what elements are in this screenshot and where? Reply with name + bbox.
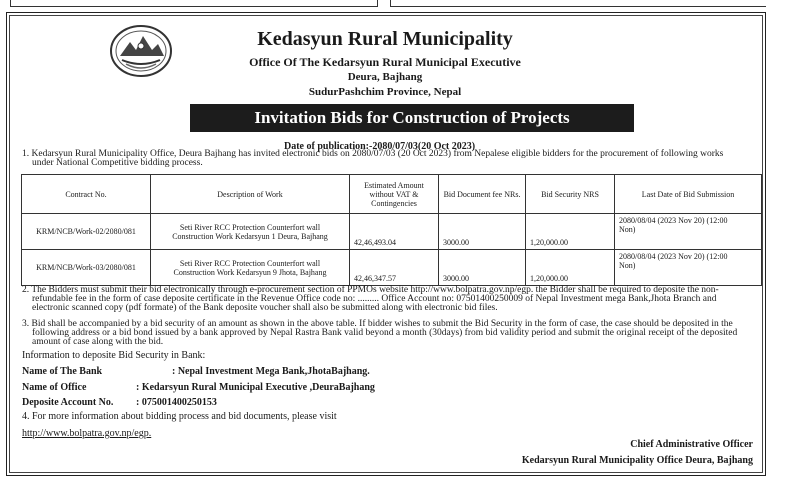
- office-value: : Kedarsyun Rural Municipal Executive ,DeuraBajhang: [136, 382, 375, 393]
- office-name: Office Of The Kedarsyun Rural Municipal Executive: [249, 55, 521, 69]
- cell-fee: 3000.00: [439, 250, 526, 286]
- cell-description: [151, 250, 350, 286]
- date-line: 2080/08/04 (2023 Nov 20) (12:00: [619, 252, 728, 261]
- top-strip: [0, 0, 785, 10]
- paragraph-2: [22, 286, 760, 313]
- cell-amount: 42,46,493.04: [350, 214, 439, 250]
- paragraph-2-line: 2. The Bidders must submit their bid electronically through e-procurement section of PPMOs website http://www.bolpatra.gov.np/egp. the Bidder shall be required to deposite the non-: [22, 285, 719, 295]
- signature-office: Kedarsyun Rural Municipality Office Deura, Bajhang: [521, 455, 753, 466]
- municipality-title: Kedasyun Rural Municipality: [257, 28, 513, 50]
- table-header-row: [22, 175, 762, 214]
- table-row: [22, 250, 762, 286]
- description-line: Seti River RCC Protection Counterfort wall: [179, 258, 321, 268]
- publication-date: Date of publication:-2080/07/03(20 Oct 2023): [284, 141, 476, 152]
- paragraph-1-line: under National Competitive bidding process.: [32, 158, 203, 168]
- cell-contract: KRM/NCB/Work-03/2080/081: [22, 250, 151, 286]
- previous-notice-box: [10, 0, 378, 7]
- paragraph-4: 4. For more information about bidding process and bid documents, please visit: [22, 411, 337, 422]
- info-heading: Information to deposite Bid Security in Bank:: [22, 350, 206, 361]
- description-line: Construction Work Kedarsyun 9 Jhota, Bajhang: [173, 267, 327, 277]
- header-description: Description of Work: [151, 175, 350, 214]
- office-label: Name of Office: [22, 382, 87, 393]
- paragraph-3-line: 3. Bid shall be accompanied by a bid security of an amount as shown in the above table. If bidder wishes to submit the Bid Security in the form of case, the case should be deposited in the: [22, 319, 733, 329]
- table-row: [22, 214, 762, 250]
- paragraph-3-line: amount of case along with the bid.: [32, 337, 164, 347]
- adjacent-notice-box: [390, 0, 766, 7]
- paragraph-3: [22, 320, 760, 347]
- header-contract-no: Contract No.: [22, 175, 151, 214]
- date-line: Non): [619, 261, 636, 270]
- paragraph-2-line: electronic scanned copy (pdf formate) of the Bank deposite voucher shall also be submitted along with electronic bid files.: [32, 303, 498, 313]
- bolpatra-link[interactable]: http://www.bolpatra.gov.np/egp.: [22, 428, 152, 439]
- cell-last-date: [615, 214, 762, 250]
- paragraph-1: [22, 150, 760, 168]
- notice-banner: Invitation Bids for Construction of Projects: [190, 104, 634, 132]
- account-value: : 075001400250153: [136, 397, 217, 408]
- bank-value: : Nepal Investment Mega Bank,JhotaBajhang.: [172, 366, 370, 377]
- header-bid-fee: Bid Document fee NRs.: [439, 175, 526, 214]
- bank-label: Name of The Bank: [22, 366, 103, 377]
- signature-title: Chief Administrative Officer: [630, 439, 753, 450]
- cell-security: 1,20,000.00: [526, 214, 615, 250]
- cell-description: [151, 214, 350, 250]
- cell-amount: 42,46,347.57: [350, 250, 439, 286]
- municipality-emblem-icon: [108, 24, 174, 78]
- date-line: 2080/08/04 (2023 Nov 20) (12:00: [619, 216, 728, 225]
- paragraph-2-line: refundable fee in the form of case deposite certificate in the Revenue Office code no: ......... Office Account no: 07501400250009 of Nepal Investment mega Bank,Jhota Branch and: [32, 294, 717, 304]
- header-last-date: Last Date of Bid Submission: [615, 175, 762, 214]
- header-estimated-amount: Estimated Amount without VAT & Contingencies: [350, 175, 439, 214]
- cell-fee: 3000.00: [439, 214, 526, 250]
- bids-table: [21, 174, 762, 286]
- description-line: Seti River RCC Protection Counterfort wall: [179, 222, 321, 232]
- cell-contract: KRM/NCB/Work-02/2080/081: [22, 214, 151, 250]
- account-label: Deposite Account No.: [22, 397, 114, 408]
- header-bid-security: Bid Security NRS: [526, 175, 615, 214]
- cell-last-date: [615, 250, 762, 286]
- paragraph-3-line: following address or a bid bond issued by a bank approved by Nepal Rastra Bank valid beyond a month (30days) from bid validity period and submit the original receipt of the deposited: [32, 328, 738, 338]
- office-location: Deura, Bajhang: [347, 71, 423, 83]
- paragraph-1-line: 1. Kedarsyun Rural Municipality Office, Deura Bajhang has invited electronic bids on 2080/07/03 (20 Oct 2023) from Nepalese eligible bidders for the procurement of following works: [22, 149, 724, 159]
- date-line: Non): [619, 225, 636, 234]
- cell-security: 1,20,000.00: [526, 250, 615, 286]
- description-line: Construction Work Kedarsyun 1 Deura, Bajhang: [172, 231, 328, 241]
- province-name: SudurPashchim Province, Nepal: [308, 86, 462, 98]
